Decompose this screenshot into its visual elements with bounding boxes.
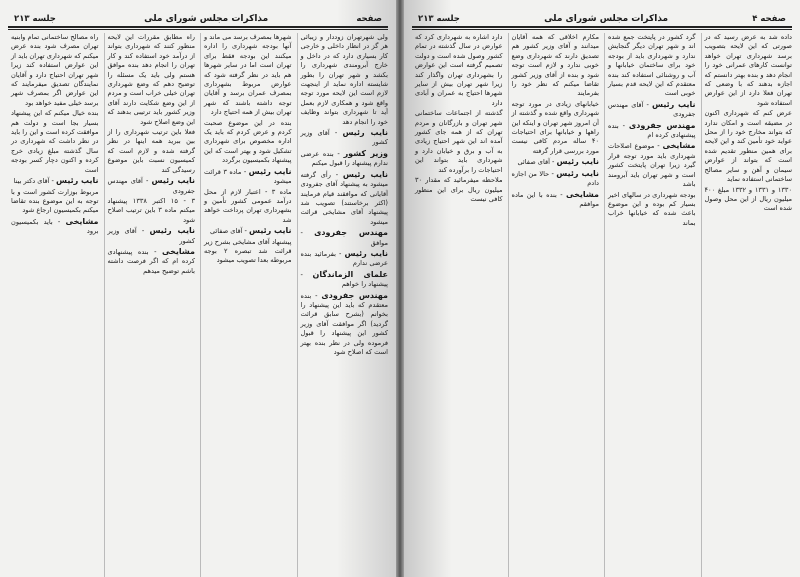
- paragraph-text: - آقای مهندس جفرودی: [608, 100, 696, 119]
- paragraph: [204, 33, 292, 118]
- session-number: جلسه ۲۱۳: [14, 14, 56, 24]
- paragraph-text: گذشته از اجتماعات ساختمانی شهر تهران و بازرگانان و مردم تهران که از همه جای کشور آمده اند این شهر احتیاج زیادی به آب و برق و خیابان دارد و شهرداری باید بتواند این احتیاجات را برآورده کند: [415, 109, 503, 174]
- paragraph: [608, 141, 696, 189]
- paragraph: [108, 226, 196, 246]
- paragraph: [301, 170, 389, 227]
- paragraph-text: - آقای مهندس جفرودی: [107, 177, 195, 195]
- speaker-name: نایب رئیس: [342, 169, 388, 179]
- paragraph-text: - بنده پیشنهادی کرده ام: [608, 121, 696, 140]
- paragraph-text: شهرها بمصرف برسد می ماند و آنها بودجه شهرداری را اداره میکنند این بودجه فقط برای تهران است اما در سایر شهرها هم باید در نظر گرفته شود که عوارض مربوط بشهرداری بمصرف عمران برسد و آقایان توجه داشته باشند که شهر تهران بیش از همه احتیاج دارد: [203, 33, 292, 117]
- paragraph: [204, 167, 292, 187]
- paragraph: [608, 121, 696, 141]
- binding-fold: [396, 0, 404, 577]
- header-rule: [8, 26, 388, 30]
- speaker-name: مهندس جفرودی: [628, 120, 696, 130]
- text-column: [508, 33, 600, 577]
- paragraph-text: مربوط بوزارت کشور است و با توجه به این موضوع بنده تقاضا میکنم بکمیسیون ارجاع شود: [11, 187, 99, 215]
- paragraph: [11, 33, 99, 108]
- speaker-name: مهندس جفرودی: [314, 228, 388, 238]
- paragraph: [301, 291, 389, 358]
- paragraph-text: - آقای وزیر کشور: [107, 227, 195, 245]
- paragraph: [512, 100, 600, 156]
- paragraph-text: - بفرمائید بنده عرضی ندارم: [300, 249, 388, 268]
- paragraph-text: - موضوع اصلاحات شهرداری باید مورد توجه قرار گیرد زیرا تهران پایتخت کشور است و شهر تهران باید آبرومند باشد: [608, 142, 696, 189]
- paragraph: [608, 100, 696, 120]
- paragraph-text: - بنده پیشنهادی کرده ام که اگر فرصت داشته باشم توضیح میدهم: [107, 247, 195, 275]
- paragraph-text: ماده ۳ - اعتبار لازم از محل درآمد عمومی کشور تأمین و بشهرداری تهران پرداخت خواهد شد: [204, 187, 292, 224]
- paragraph: [415, 109, 503, 175]
- paragraph: [204, 238, 292, 266]
- speaker-name: نایب رئیس: [56, 176, 99, 186]
- paragraph-text: ۳ - ۱۵ اکتبر ۱۳۳۸ پیشنهاد میکنم ماده ۳ باین ترتیب اصلاح شود: [107, 196, 195, 224]
- paragraph-text: - آقای صفائی: [517, 158, 555, 167]
- page-label: صفحه ۴: [752, 14, 786, 24]
- text-column: [104, 33, 196, 577]
- paragraph-text: عرض کنم که شهرداری اکنون در مضیقه است و امکان ندارد که بتواند مخارج خود را از محل عواید خود تأمین کند و این لایحه برای همین منظور تقدیم شده است که بتواند از عوارض سیمان و آهن و سایر مصالح ساختمانی استفاده نماید: [704, 109, 792, 184]
- paragraph: [301, 249, 389, 269]
- paragraph-text: ولی شهرتهران زوددار و زیبائی هر گز در انظار داخلی و خارجی کار بسیاری دارد که در داخل و خارج آبرومندی شهرداری را بکشد و شهر تهران را بطور شایسته اداره نماید از اینجهت لازم است این لایحه مورد توجه واقع شود و همکاری لازم بعمل آید تا شهرداری بتواند وظایف خود را انجام دهد: [300, 33, 388, 126]
- paragraph: [301, 270, 389, 290]
- paragraph: [301, 128, 389, 148]
- text-column: [200, 33, 292, 577]
- text-column: [8, 33, 99, 577]
- paragraph: [705, 186, 793, 214]
- speaker-name: مشایخی: [662, 141, 696, 151]
- publication-title: مذاکرات مجلس شورای ملی: [544, 14, 669, 24]
- paragraph: [608, 191, 696, 229]
- paragraph: [415, 176, 503, 204]
- paragraph-text: بنده در این موضوع صحبت کردم و عرض کردم که باید یک اداره مخصوص برای شهرداری تشکیل شود و بهتر است که این پیشنهاد بکمیسیون برگردد: [204, 118, 292, 165]
- paragraph-text: - رأی گرفته میشود به پیشنهاد آقای جفرودی آقایانی که موافقند قیام فرمایند (اکثر برخاستند) تصویب شد پیشنهاد آقای مشایخی قرائت میشود: [300, 170, 388, 226]
- paragraph: [204, 188, 292, 226]
- paragraph-text: گرد کشور در پایتخت جمع شده اند و شهر تهران دیگر گنجایش ندارد و شهرداری باید از بودجه خود برای ساختمان خیابانها و آب و روشنائی استفاده کند بنده معتقدم که این لایحه قدم بسیار خوبی است: [608, 33, 696, 98]
- speaker-name: نایب رئیس: [556, 168, 599, 178]
- paragraph-text: ملاحظه میفرمائید که مقدار ۳۰ میلیون ریال برای این منظور کافی نیست: [415, 176, 503, 203]
- paragraph: [204, 119, 292, 166]
- page-header: [412, 6, 792, 24]
- paragraph-text: - بنده معتقدم که باید این پیشنهاد را بخوانم (بشرح سابق قرائت گردید) اگر موافقت آقای وزیر کشور این پیشنهاد را قبول فرموده ولی در نظر بنده بهتر است که اصلاح شود: [300, 291, 388, 356]
- paragraph-text: - موافق: [300, 229, 388, 247]
- paragraph-text: مکارم اخلاقی که همه آقایان میدانند و آقای وزیر کشور هم تصدیق دارند که شهرداری وضع خوبی ندارد و لازم است توجه شود و بنده از آقای وزیر کشور تقاضا میکنم که نظر خود را بفرمایند: [511, 33, 599, 98]
- text-column: [412, 33, 503, 577]
- paragraph-text: - آقای وزیر کشور: [300, 129, 388, 147]
- paragraph: [301, 33, 389, 127]
- speaker-name: مهندس جفرودی: [321, 290, 388, 300]
- paragraph-text: - ماده ۳ قرائت میشود: [204, 167, 292, 186]
- paragraph-text: راه مطابق مقررات این لایحه منظور کنند که شهرداری بتواند از درآمد خود استفاده کند و کار تهران را انجام دهد بنده موافق هستم ولی باید یک مسئله را توضیح دهم که وضع شهرداری تهران خیلی خراب است و مردم از این وضع شکایت دارند آقای وزیر کشور باید ترتیبی بدهند که این وضع اصلاح شود: [107, 33, 195, 126]
- paragraph-text: راه مصالح ساختمانی تمام وابنیه تهران مصرف شود بنده عرض میکنم که شهرداری تهران باید از این عوارض استفاده کند زیرا شهر تهران احتیاج دارد و آقایان نمایندگان تصدیق میفرمایند که این عوارض اگر بمصرف شهر برسد خیلی مفید خواهد بود: [11, 33, 99, 107]
- paragraph: [108, 197, 196, 225]
- publication-title: مذاکرات مجلس شورای ملی: [144, 14, 269, 24]
- paragraph: [512, 33, 600, 99]
- speaker-name: نایب رئیس: [556, 157, 599, 167]
- paragraph: [512, 190, 600, 210]
- speaker-name: مشایخی: [65, 216, 99, 226]
- speaker-name: علمای الزماندگان: [312, 269, 388, 279]
- paragraph-text: دارد اشاره به شهرداری کرد که عوارض در سال گذشته در تمام کشور وصول شده است و دولت تصمیم گرفته است این عوارض را بشهرداری تهران واگذار کند زیرا شهر تهران بیش از سایر شهرها احتیاج به عمران و آبادی دارد: [415, 33, 503, 107]
- paragraph-text: - حالا من اجازه دادم: [511, 169, 599, 188]
- text-column: [297, 33, 389, 577]
- paragraph-text: - آقای دکتر بینا: [13, 177, 54, 186]
- paragraph: [11, 109, 99, 175]
- paragraph-text: - بنده با این ماده موافقم: [511, 190, 599, 208]
- paragraph-text: ۱۳۳۰ و ۱۳۳۱ و ۱۳۳۲ مبلغ ۴۰۰ میلیون ریال از این محل وصول شده است: [704, 185, 792, 213]
- speaker-name: نایب رئیس: [149, 226, 195, 236]
- paragraph: [301, 228, 389, 248]
- paragraph-text: پیشنهاد آقای مشایخی بشرح زیر قرائت شد تبصره ۲ بوجه مربوطه بعدا تصویب میشود: [204, 237, 292, 265]
- paragraph: [11, 188, 99, 216]
- page-label: صفحه: [356, 14, 382, 24]
- header-rule: [412, 26, 792, 30]
- paragraph: [11, 217, 99, 237]
- session-number: جلسه ۲۱۳: [418, 14, 460, 24]
- paragraph: [301, 149, 389, 169]
- page-header: [8, 6, 388, 24]
- speaker-name: نایب رئیس: [344, 248, 388, 258]
- paragraph-text: - آقای صفائی: [209, 227, 247, 236]
- text-column: [604, 33, 696, 577]
- paragraph-text: - باید بکمیسیون برود: [11, 217, 99, 236]
- paragraph: [415, 33, 503, 108]
- right-page: [404, 0, 800, 577]
- speaker-name: مشایخی: [566, 189, 599, 199]
- paragraph: [705, 33, 793, 108]
- paragraph-text: - پیشنهاد را خواهم: [300, 270, 388, 289]
- speaker-name: وزیر کشور: [343, 148, 388, 158]
- paragraph-text: فعلا باین ترتیب شهرداری را از بین ببرید همه اینها در نظر گرفته شده و لازم است که کمیسیون نسبت باین موضوع رسیدگی کند: [107, 128, 195, 174]
- paragraph: [108, 247, 196, 276]
- text-column: [701, 33, 793, 577]
- paragraph: [608, 33, 696, 99]
- paragraph: [705, 109, 793, 184]
- paragraph-text: بنده خیال میکنم که این پیشنهاد بسیار بجا است و دولت هم موافقت کرده است و این را باید در نظر داشت که شهرداری در سال گذشته مبلغ زیادی خرج کرده و اکنون دچار کسر بودجه است: [11, 109, 99, 174]
- speaker-name: نایب رئیس: [151, 176, 195, 186]
- paragraph-text: بودجه شهرداری در سالهای اخیر بسیار کم بوده و این موضوع باعث شده که خیابانها خراب بماند: [608, 190, 696, 227]
- paragraph: [204, 226, 292, 236]
- speaker-name: نایب رئیس: [248, 166, 292, 176]
- paragraph: [512, 169, 600, 189]
- paragraph-text: خیابانهای زیادی در مورد توجه شهرداری واقع شده و گذشته از آن امروز شهر تهران و اینکه این راهها و خیابانها برای احتیاجات ۴۰ ساله مردم کافی نیست مورد بررسی قرار گرفته: [511, 99, 599, 155]
- text-columns: [412, 33, 792, 577]
- paragraph: [512, 157, 600, 167]
- paragraph: [108, 176, 196, 196]
- left-page: [0, 0, 396, 577]
- speaker-name: نایب رئیس: [652, 99, 696, 109]
- paragraph: [108, 128, 196, 175]
- speaker-name: مشایخی: [162, 246, 195, 256]
- paragraph: [108, 33, 196, 127]
- text-columns: [8, 33, 388, 577]
- speaker-name: نایب رئیس: [249, 226, 292, 236]
- paragraph-text: داده شد به عرض رسید که در صورتی که این لایحه بتصویب برسد شهرداری تهران خواهد توانست کارهای عمرانی خود را انجام دهد و بنده بهتر دانستم که اجازه بدهند که با وضعی که تهران فعلا دارد از این عوارض استفاده شود: [704, 33, 792, 107]
- paragraph-text: - بنده عرضی ندارم پیشنهاد را قبول میکنم: [300, 149, 388, 168]
- paragraph: [11, 176, 99, 186]
- speaker-name: نایب رئیس: [342, 128, 388, 138]
